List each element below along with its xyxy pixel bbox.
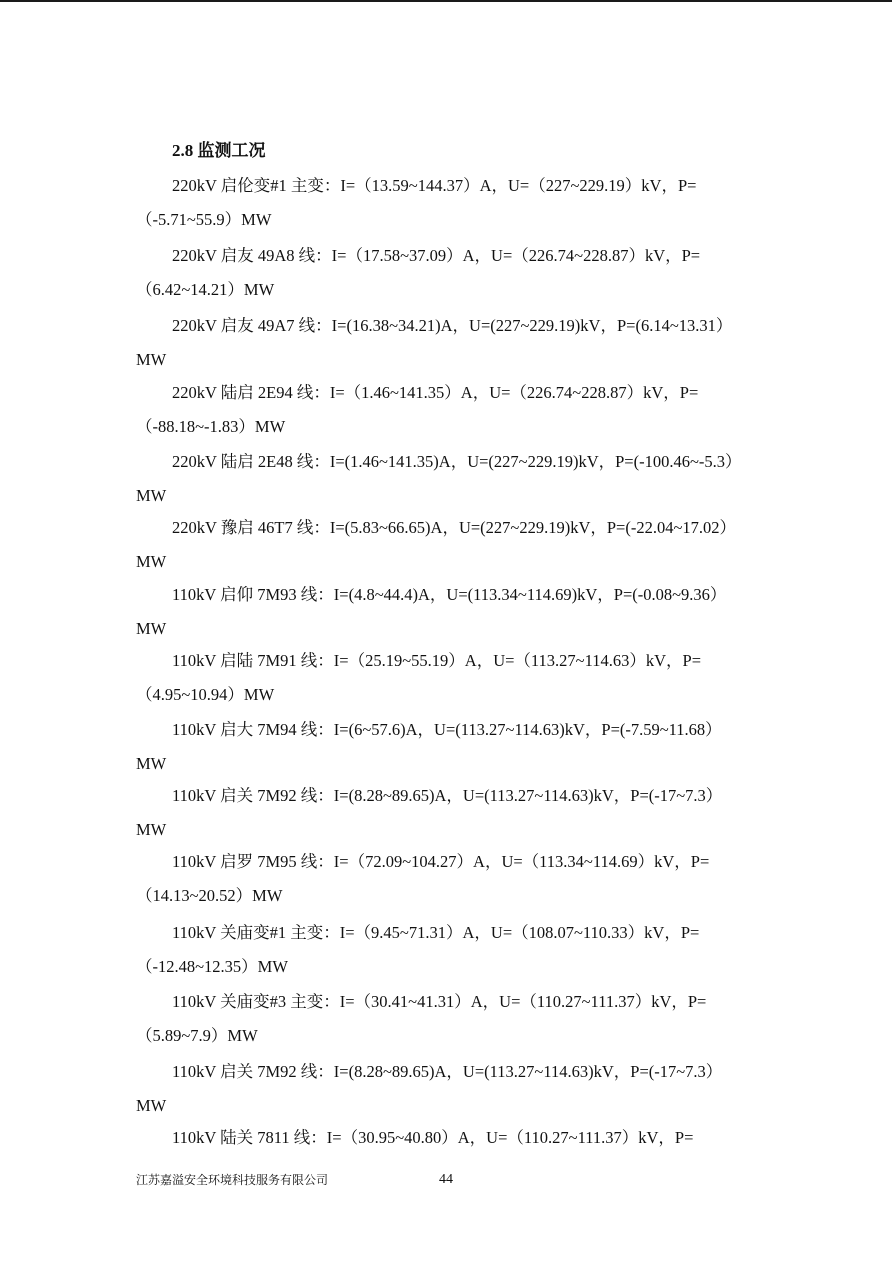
top-border-line [0,0,892,2]
entry-first-line: 220kV 豫启 46T7 线：I=(5.83~66.65)A，U=(227~229.19)kV，P=(-22.04~17.02） [172,518,737,537]
entry-first-line: 110kV 关庙变#3 主变：I=（30.41~41.31）A，U=（110.27~111.37）kV，P= [172,992,707,1011]
condition-entry [0,516,892,584]
entry-continuation: （-12.48~12.35）MW [136,957,288,976]
entry-continuation: （6.42~14.21）MW [136,280,275,299]
entry-continuation: MW [136,486,167,505]
entry-first-line: 110kV 启关 7M92 线：I=(8.28~89.65)A，U=(113.27~114.63)kV，P=(-17~7.3） [172,1062,723,1081]
entry-first-line: 220kV 启友 49A7 线：I=(16.38~34.21)A，U=(227~229.19)kV，P=(6.14~13.31） [172,316,733,335]
entry-continuation: （-88.18~-1.83）MW [136,417,286,436]
entry-first-line: 110kV 启大 7M94 线：I=(6~57.6)A，U=(113.27~114.63)kV，P=(-7.59~11.68） [172,720,722,739]
entry-first-line: 220kV 启友 49A8 线：I=（17.58~37.09）A，U=（226.74~228.87）kV，P= [172,246,701,265]
entry-first-line: 110kV 启罗 7M95 线：I=（72.09~104.27）A，U=（113.34~114.69）kV，P= [172,852,710,871]
entry-continuation: MW [136,754,167,773]
condition-entry [0,314,892,382]
entry-continuation: MW [136,350,167,369]
entry-first-line: 220kV 陆启 2E48 线：I=(1.46~141.35)A，U=(227~229.19)kV，P=(-100.46~-5.3） [172,452,742,471]
entry-continuation: （-5.71~55.9）MW [136,210,272,229]
footer-company-name: 江苏嘉溢安全环境科技服务有限公司 [136,1173,329,1187]
entry-continuation: （14.13~20.52）MW [136,886,283,905]
entry-first-line: 110kV 启陆 7M91 线：I=（25.19~55.19）A，U=（113.27~114.63）kV，P= [172,651,702,670]
condition-entry [0,1060,892,1128]
condition-entry [0,718,892,786]
condition-entry [0,990,892,1058]
entry-continuation: MW [136,619,167,638]
condition-entry [0,583,892,651]
page-number: 44 [439,1172,453,1187]
entry-first-line: 110kV 启关 7M92 线：I=(8.28~89.65)A，U=(113.27~114.63)kV，P=(-17~7.3） [172,786,723,805]
condition-entry [0,244,892,312]
entry-continuation: MW [136,552,167,571]
entry-first-line: 220kV 启伦变#1 主变：I=（13.59~144.37）A，U=（227~229.19）kV，P= [172,176,697,195]
entry-first-line: 110kV 关庙变#1 主变：I=（9.45~71.31）A，U=（108.07~110.33）kV，P= [172,923,700,942]
entry-continuation: （5.89~7.9）MW [136,1026,258,1045]
condition-entry [0,649,892,717]
condition-entry [0,450,892,518]
entry-first-line: 220kV 陆启 2E94 线：I=（1.46~141.35）A，U=（226.74~228.87）kV，P= [172,383,699,402]
entry-continuation: （4.95~10.94）MW [136,685,275,704]
entry-first-line: 110kV 启仰 7M93 线：I=(4.8~44.4)A，U=(113.34~114.69)kV，P=(-0.08~9.36） [172,585,727,604]
entry-continuation: MW [136,820,167,839]
entry-continuation: MW [136,1096,167,1115]
condition-entry [0,850,892,918]
entry-first-line: 110kV 陆关 7811 线：I=（30.95~40.80）A，U=（110.27~111.37）kV，P= [172,1128,694,1147]
condition-entry [0,921,892,989]
condition-entry [0,784,892,852]
condition-entry [0,174,892,242]
section-heading: 2.8 监测工况 [172,141,266,160]
condition-entry [0,381,892,449]
